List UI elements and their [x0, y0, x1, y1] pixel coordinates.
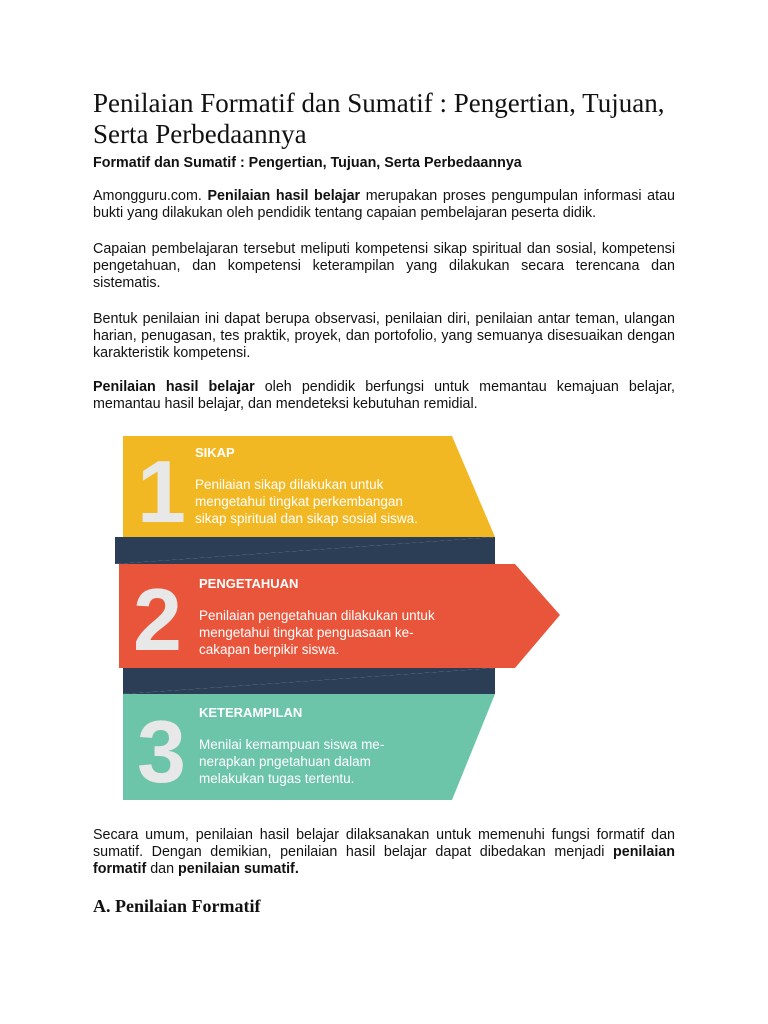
number-2: 2 — [133, 570, 182, 669]
paragraph-fungsi — [93, 379, 675, 413]
bold-term: penilaian sumatif. — [178, 861, 299, 877]
source-text: Amongguru.com. — [93, 188, 208, 204]
paragraph-capaian: Capaian pembelajaran tersebut meliputi kompetensi sikap spiritual dan sosial, kompetensi pengetahuan, dan kompetensi keterampilan yang dilakukan secara terencana dan sistematis. — [93, 241, 675, 291]
section-heading-formatif: A. Penilaian Formatif — [93, 896, 261, 916]
band-text-pengetahuan-1: Penilaian pengetahuan dilakukan untuk — [199, 608, 435, 623]
page-title: Penilaian Formatif dan Sumatif : Pengertian, Tujuan, Serta Perbedaannya — [93, 88, 665, 149]
band-text-pengetahuan-2: mengetahui tingkat penguasaan ke- — [199, 625, 414, 640]
band-title-pengetahuan: PENGETAHUAN — [199, 576, 299, 591]
paragraph-kesimpulan — [93, 827, 675, 878]
band-title-sikap: SIKAP — [195, 445, 235, 460]
band-text-pengetahuan-3: cakapan berpikir siswa. — [199, 642, 340, 657]
bold-term: penilaian formatif — [93, 844, 675, 877]
paragraph-text: merupakan proses pengumpulan informasi atau bukti yang dilakukan oleh pendidik tentang capaian pembelajaran peserta didik. — [93, 188, 675, 221]
assessment-infographic — [115, 432, 565, 804]
paragraph-bentuk: Bentuk penilaian ini dapat berupa observasi, penilaian diri, penilaian antar teman, ulangan harian, penugasan, tes praktik, proyek, dan portofolio, yang semuanya disesuaikan dengan karakteristik kompetensi. — [93, 311, 675, 361]
paragraph-text: Secara umum, penilaian hasil belajar dilaksanakan untuk memenuhi fungsi formatif dan sumatif. Dengan demikian, penilaian hasil belajar dapat dibedakan menjadi — [93, 827, 675, 860]
number-3: 3 — [137, 702, 186, 801]
band-text-keterampilan-3: melakukan tugas tertentu. — [199, 771, 355, 786]
paragraph-text: dan — [146, 861, 179, 877]
bold-term: Penilaian hasil belajar — [207, 188, 361, 204]
paragraph-text: oleh pendidik berfungsi untuk memantau kemajuan belajar, memantau hasil belajar, dan mendeteksi kebutuhan remidial. — [93, 379, 675, 412]
band-title-keterampilan: KETERAMPILAN — [199, 705, 303, 720]
bold-term: Penilaian hasil belajar — [93, 379, 255, 395]
number-1: 1 — [137, 442, 186, 541]
band-text-sikap-2: mengetahui tingkat perkembangan — [195, 494, 403, 509]
band-text-keterampilan-1: Menilai kemampuan siswa me- — [199, 737, 385, 752]
band-text-sikap-3: sikap spiritual dan sikap sosial siswa. — [195, 511, 418, 526]
page-subtitle: Formatif dan Sumatif : Pengertian, Tujuan, Serta Perbedaannya — [93, 155, 522, 171]
paragraph-intro — [93, 188, 675, 222]
band-text-sikap-1: Penilaian sikap dilakukan untuk — [195, 477, 384, 492]
band-text-keterampilan-2: nerapkan pngetahuan dalam — [199, 754, 371, 769]
